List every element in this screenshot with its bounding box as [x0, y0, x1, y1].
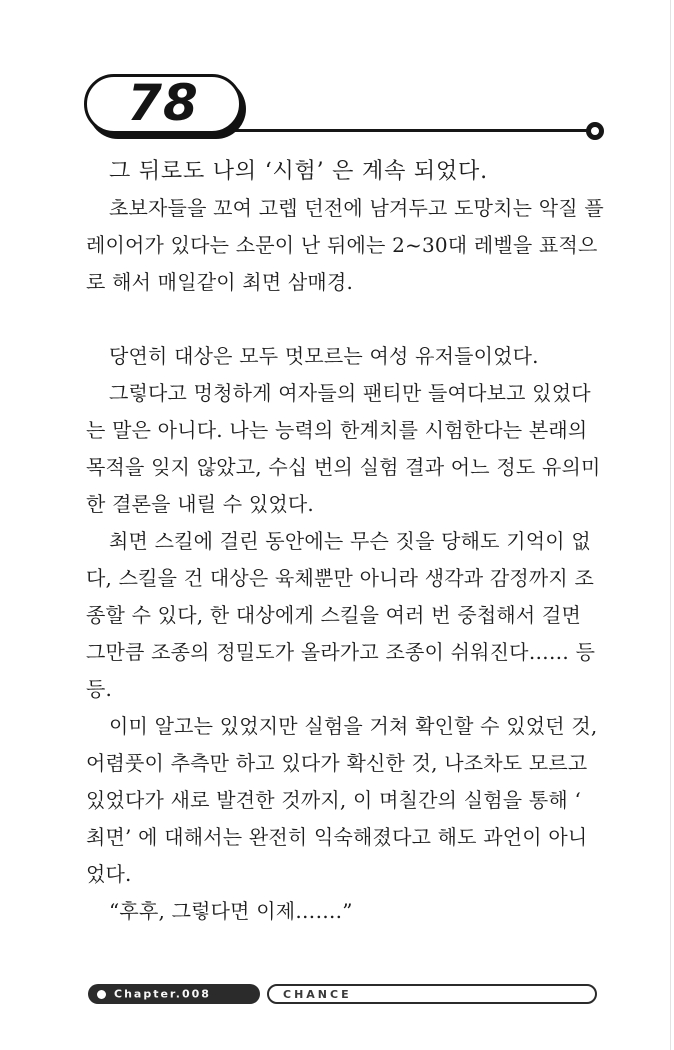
text-line: 종할 수 있다, 한 대상에게 스킬을 여러 번 중첩해서 걸면 — [86, 603, 582, 627]
text-line: 초보자들을 꼬여 고렙 던전에 남겨두고 도망치는 악질 플 — [109, 196, 604, 220]
page-number-badge — [84, 74, 242, 134]
text-line: 그 뒤로도 나의 ‘시험’ 은 계속 되었다. — [109, 159, 488, 184]
chapter-label: Chapter.008 — [114, 987, 211, 1000]
text-line: 있었다가 새로 발견한 것까지, 이 며칠간의 실험을 통해 ‘ — [86, 788, 582, 812]
chapter-title: CHANCE — [283, 987, 352, 1001]
text-line: 등. — [86, 677, 113, 701]
text-line: 었다. — [86, 862, 132, 886]
scan-edge-artifact — [670, 0, 671, 1050]
text-line: 그렇다고 멍청하게 여자들의 팬티만 들여다보고 있었다 — [109, 381, 591, 405]
body-text — [86, 153, 604, 930]
text-line: 는 말은 아니다. 나는 능력의 한계치를 시험한다는 본래의 — [86, 418, 588, 442]
blank-line — [86, 301, 600, 338]
text-line: 다, 스킬을 건 대상은 육체뿐만 아니라 생각과 감정까지 조 — [86, 566, 594, 590]
chapter-badge — [88, 984, 260, 1004]
text-line: 이미 알고는 있었지만 실험을 거쳐 확인할 수 있었던 것, — [109, 714, 598, 738]
text-line: 한 결론을 내릴 수 있었다. — [86, 492, 314, 516]
text-line: 로 해서 매일같이 최면 삼매경. — [86, 270, 354, 294]
text-line: 최면 스킬에 걸린 동안에는 무슨 짓을 당해도 기억이 없 — [109, 529, 591, 553]
text-line: 당연히 대상은 모두 멋모르는 여성 유저들이었다. — [109, 344, 539, 368]
text-line: 어렴풋이 추측만 하고 있다가 확신한 것, 나조차도 모르고 — [86, 751, 588, 775]
header-rule — [230, 129, 590, 132]
header-rule-end-ring-icon — [586, 122, 604, 140]
page-number: 78 — [127, 74, 199, 132]
text-line: 레이어가 있다는 소문이 난 뒤에는 2~30대 레벨을 표적으 — [86, 233, 598, 257]
text-line: 목적을 잊지 않았고, 수십 번의 실험 결과 어느 정도 유의미 — [86, 455, 601, 479]
text-line: 그만큼 조종의 정밀도가 올라가고 조종이 쉬워진다…… 등 — [86, 640, 596, 664]
bullet-dot-icon — [97, 990, 106, 999]
chapter-title-box — [267, 984, 597, 1004]
text-line: “후후, 그렇다면 이제…….” — [109, 899, 353, 923]
text-line: 최면’ 에 대해서는 완전히 익숙해졌다고 해도 과언이 아니 — [86, 825, 588, 849]
